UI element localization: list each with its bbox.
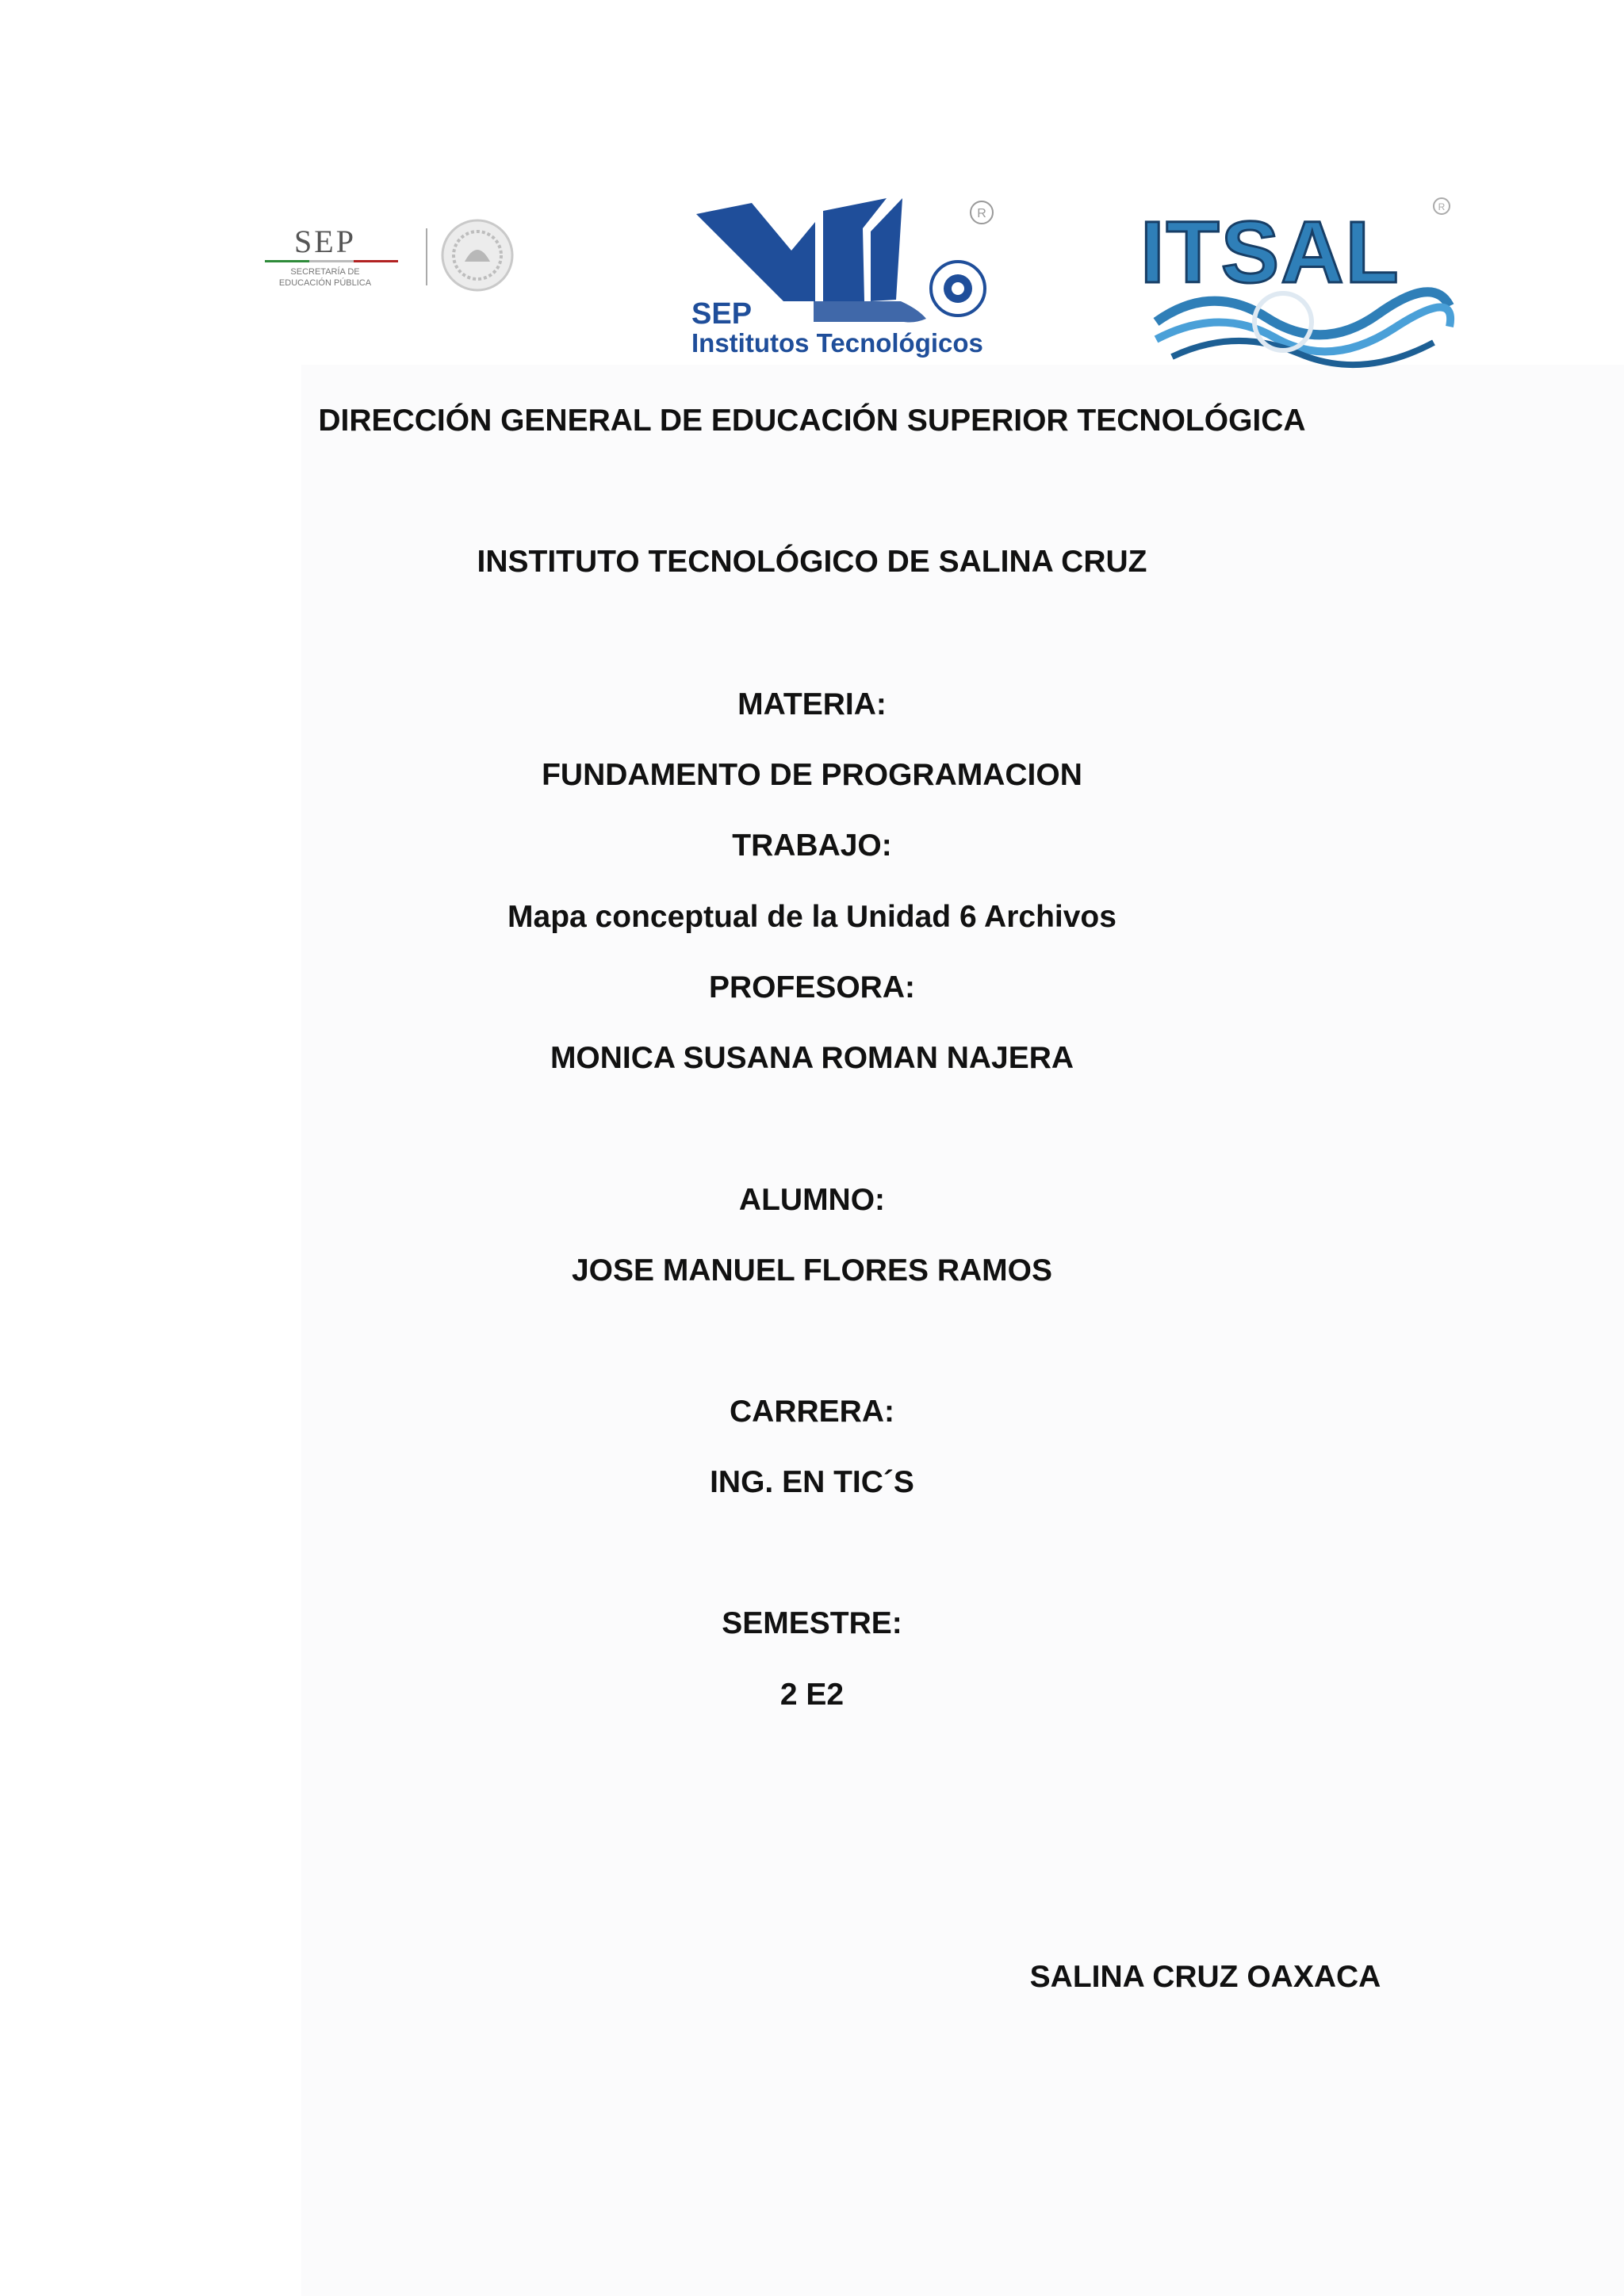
svg-text:SEP: SEP [294,224,356,259]
svg-text:ITSAL: ITSAL [1140,204,1400,301]
career-value: ING. EN TIC´S [710,1465,914,1499]
institutos-tecnologicos-logo [688,182,1005,365]
teacher-value: MONICA SUSANA ROMAN NAJERA [550,1041,1074,1075]
subject-label: MATERIA: [737,687,887,721]
direction-title: DIRECCIÓN GENERAL DE EDUCACIÓN SUPERIOR TECNOLÓGICA [318,404,1306,438]
svg-text:EDUCACIÓN PÚBLICA: EDUCACIÓN PÚBLICA [278,278,372,288]
student-value: JOSE MANUEL FLORES RAMOS [571,1253,1052,1288]
work-value: Mapa conceptual de la Unidad 6 Archivos [508,900,1116,934]
svg-text:R: R [977,207,986,220]
page-background [301,365,1624,2296]
svg-text:Institutos Tecnológicos: Institutos Tecnológicos [691,328,983,358]
sep-logo [254,214,523,301]
location: SALINA CRUZ OAXACA [1029,1960,1381,1994]
svg-text:R: R [1438,201,1446,212]
teacher-label: PROFESORA: [708,970,915,1004]
work-label: TRABAJO: [732,828,892,863]
svg-text:SEP: SEP [691,297,753,331]
subject-value: FUNDAMENTO DE PROGRAMACION [542,758,1082,792]
career-label: CARRERA: [730,1395,894,1429]
student-label: ALUMNO: [738,1183,886,1217]
itsal-logo [1140,187,1457,374]
svg-text:SECRETARÍA DE: SECRETARÍA DE [290,267,360,277]
semester-value: 2 E2 [779,1678,845,1712]
institute-title: INSTITUTO TECNOLÓGICO DE SALINA CRUZ [477,545,1147,579]
semester-label: SEMESTRE: [722,1606,902,1640]
